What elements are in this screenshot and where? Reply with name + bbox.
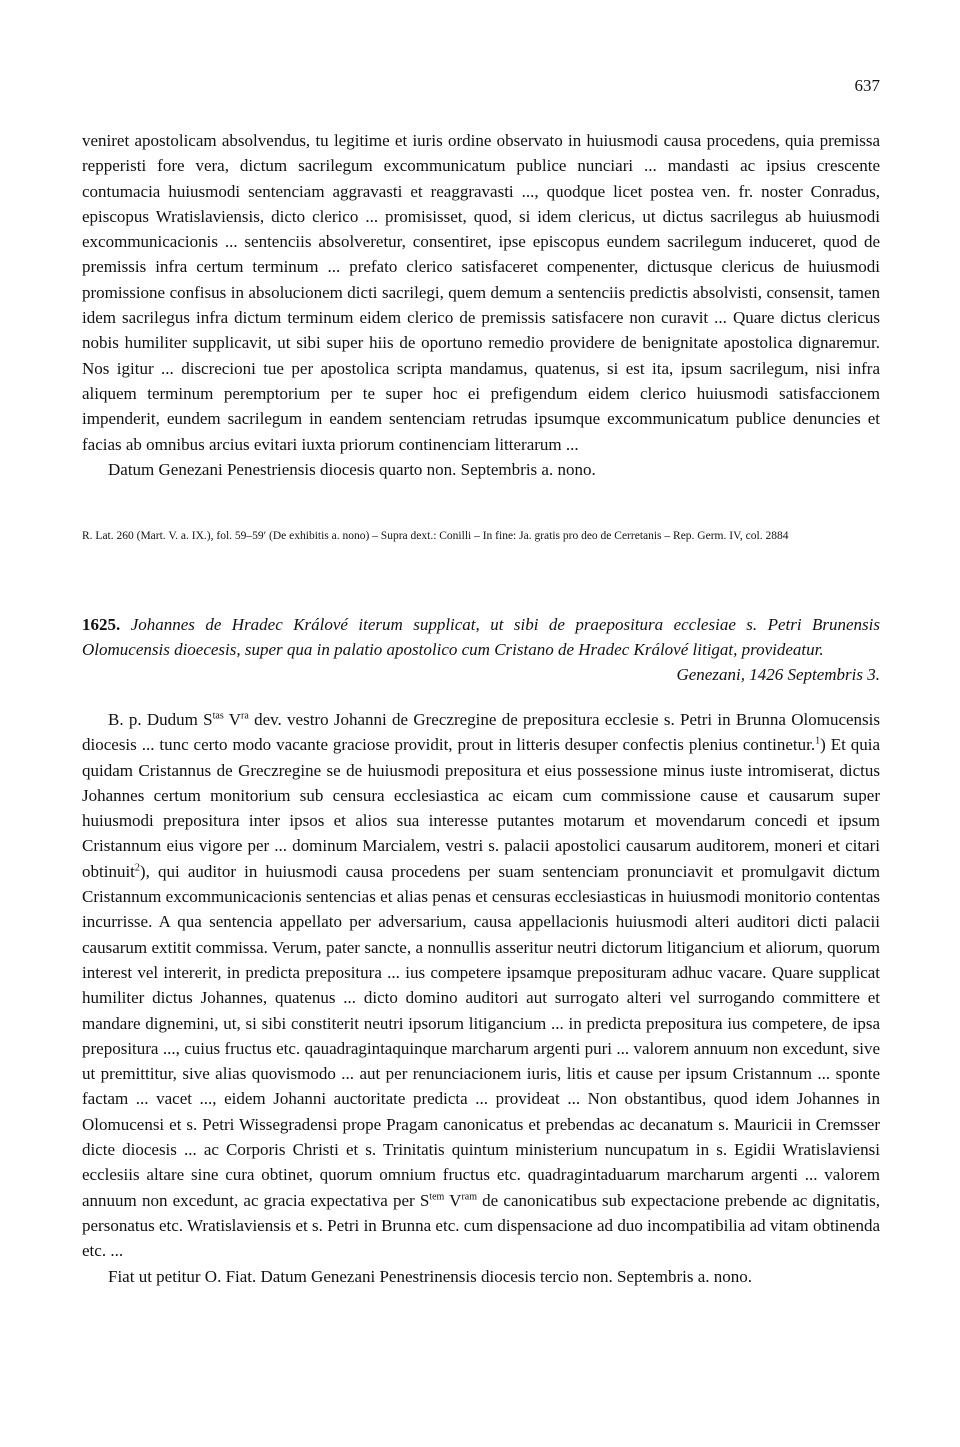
superscript-abbrev: ram xyxy=(461,1190,477,1202)
datum-line: Datum Genezani Penestriensis diocesis quarto non. Septembris a. nono. xyxy=(108,459,596,479)
text-segment: V xyxy=(444,1190,462,1210)
text-segment: V xyxy=(223,710,242,729)
superscript-abbrev: tas xyxy=(212,710,224,722)
entry-number: 1625. xyxy=(82,615,121,634)
superscript-abbrev: ra xyxy=(241,710,249,722)
text-segment: ) Et quia quidam Cristannus de Greczregine se de huiusmodi prepositura et eius possessione minus iuste intromiserat, dictus Johannes certum monitorium sub censura ecclesiastica ac eicam cum commissione cause et causarum super huiusmodi prepositura inter ipsos et alios sua interesse putantes motarum et movendarum concedi et ipsum Cristannum eius vigore per ... dominum Marcialem, vestri s. palacii apostolici causarum auditorem, moneri et citari obtinuit xyxy=(82,735,880,881)
page-number: 637 xyxy=(854,76,880,95)
entry-title: Johannes de Hradec Králové iterum supplicat, ut sibi de praepositura ecclesiae s. Petri Brunensis Olomucensis dioecesis, super qua in palatio apostolico cum Cristano de Hradec Králové litigat, provideatur. xyxy=(82,615,881,659)
continuation-text-block xyxy=(82,128,880,482)
fiat-line: Fiat ut petitur O. Fiat. Datum Genezani Penestrinensis diocesis tercio non. Septembris a. nono. xyxy=(108,1266,752,1286)
superscript-abbrev: tem xyxy=(429,1190,445,1202)
text-segment: de canonicatibus sub expectacione prebende ac dignitatis, personatus etc. Wratislaviensis et s. Petri in Brunna etc. cum dispensacione ad duo incompatibilia ad vitam obtinenda etc. ... xyxy=(82,1190,881,1261)
text-segment: dev. vestro Johanni de Greczregine de prepositura ecclesie s. Petri in Brunna Olomucensis diocesis ... tunc certo modo vacante graciose providit, prout in litteris desuper confectis plenius continetur. xyxy=(82,710,880,755)
footnote-marker: 2 xyxy=(134,862,140,874)
entry-text-block xyxy=(82,707,880,1289)
source-note: R. Lat. 260 (Mart. V. a. IX.), fol. 59–59′ (De exhibitis a. nono) – Supra dext.: Conilli – In fine: Ja. gratis pro deo de Cerretanis – Rep. Germ. IV, col. 2884 xyxy=(82,530,789,542)
entry-date: Genezani, 1426 Septembris 3. xyxy=(676,665,880,684)
text-segment: ), qui auditor in huiusmodi causa procedens per suam sentenciam pronunciavit et promulgavit dictum Cristannum excommunicacionis sentencias et alias penas et censuras ecclesiasticas in huiusmodi monitorio contentas incurrisse. A qua sentencia appellato per adversarium, causa appellacionis huiusmodi alteri auditori dicti palacii causarum extitit commissa. Verum, pater sancte, a nonnullis asseritur neutri dictorum litigancium et aliorum, quorum interest vel intererit, in predicta prepositura ... ius competere ipsamque preposituram adhuc vacare. Quare supplicat humiliter dictus Johannes, quatenus ... dicto domino auditori aut surrogato alteri vel surrogando committere et mandare dignemini, ut, si sibi constiterit neutri ipsorum litigancium ... in predicta prepositura ius competere, de ipsa prepositura ..., cuius fructus etc. qauadragintaquinque marcharum argenti puri ... valorem annuum non excedunt, sive ut premittitur, sive alias quovismodo ... aut per renunciacionem iuris, litis et cause per ipsum Cristannum ... sponte factam ... vacet ..., eidem Johanni auctoritate predicta ... provideat ... Non obstantibus, quod idem Johannes in Olomucensi et s. Petri Wissegradensi prope Pragam canonicatus et prebendas ac decanatum s. Mauricii in Cremsser dicte diocesis ... ac Corporis Christi et s. Trinitatis quintum ministerium nuncupatum in s. Egidii Wratislaviensi ecclesiis altare sine cura obtinet, quorum omnium fructus etc. quadragintaduarum marcharum argenti ... valorem annuum non excedunt, ac gracia expectativa per S xyxy=(82,861,880,1210)
continuation-paragraph: veniret apostolicam absolvendus, tu legitime et iuris ordine observato in huiusmodi causa procedens, quia premissa repperisti fore vera, dictum sacrilegum excommunicatum publice nunciari ... mandasti ac ipsius crescente contumacia huiusmodi sentenciam aggravasti et reaggravasti ..., quodque licet postea ven. fr. noster Conradus, episcopus Wratislaviensis, dicto clerico ... promisisset, quod, si idem clericus, ut dictus sacrilegus ab huiusmodi excommunicacionis ... sentenciis absolveretur, consentiret, ipse episcopus eundem sacrilegum induceret, quod de premissis infra certum terminum ... prefato clerico satisfaceret compenenter, dictusque clericus de huiusmodi promissione confisus in absolucionem dicti sacrilegi, quem demum a sentenciis predictis absolvisti, consensit, tamen idem sacrilegus infra dictum terminum eidem clerico de premissis satisfacere non curavit ... Quare dictus clericus nobis humiliter supplicavit, ut sibi super hiis de oportuno remedio providere de benignitate apostolica dignaremur. Nos igitur ... discrecioni tue per apostolica scripta mandamus, quatenus, si est ita, ipsum sacrilegum, nisi infra aliquem terminum peremptorium per te super hoc ei prefigendum eidem clerico huiusmodi satisfaccionem impenderit, eundem sacrilegum in eandem sentenciam retrudas ipsumque excommunicatum publice denuncies et facias ab omnibus arcius evitari iuxta priorum continenciam litterarum ... xyxy=(82,131,880,454)
entry-heading xyxy=(82,612,880,687)
text-segment: B. p. Dudum S xyxy=(108,710,213,729)
supplication-paragraph xyxy=(82,707,880,1264)
footnote-marker: 1 xyxy=(815,735,821,747)
